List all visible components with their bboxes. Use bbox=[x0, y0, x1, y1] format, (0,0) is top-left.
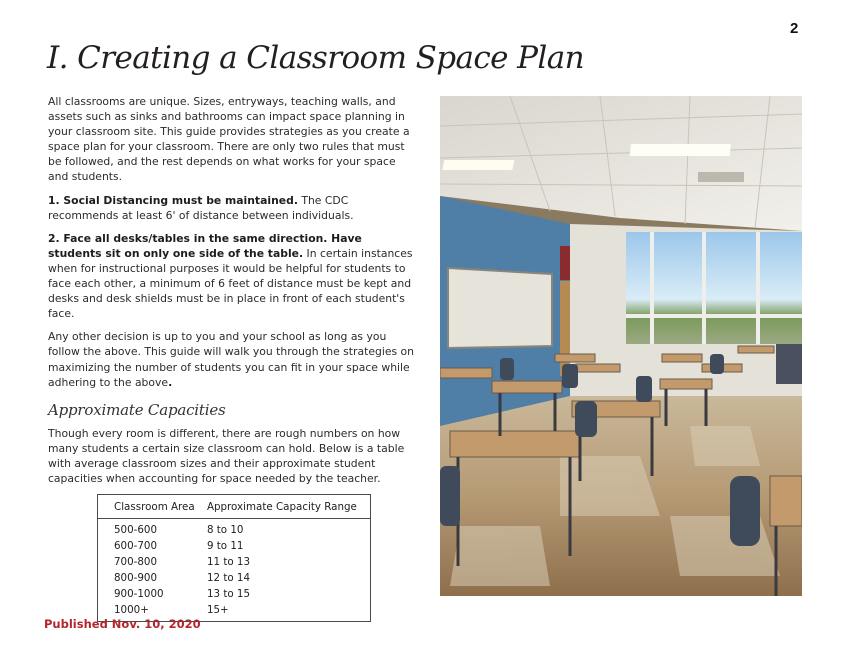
page-number: 2 bbox=[790, 20, 799, 37]
area-cell: 1000+ bbox=[114, 604, 149, 616]
closing-paragraph bbox=[48, 329, 416, 389]
table-header-row bbox=[98, 495, 371, 519]
area-cell: 500-600 bbox=[114, 524, 158, 536]
rule-1-text: The CDC recommends at least 6' of distance between individuals. bbox=[48, 193, 354, 222]
capacity-cell: 12 to 14 bbox=[206, 572, 251, 584]
table-row bbox=[98, 570, 371, 586]
table-row bbox=[98, 519, 371, 539]
column-header-area: Classroom Area bbox=[98, 495, 203, 519]
capacity-cell: 8 to 10 bbox=[206, 524, 244, 536]
area-cell: 800-900 bbox=[114, 572, 158, 584]
column-header-capacity: Approximate Capacity Range bbox=[203, 495, 371, 519]
rule-1-heading: 1. Social Distancing must be maintained. bbox=[48, 193, 298, 207]
published-date: Published Nov. 10, 2020 bbox=[44, 617, 201, 631]
area-cell: 700-800 bbox=[114, 556, 158, 568]
table-row bbox=[98, 538, 371, 554]
page-title: I. Creating a Classroom Space Plan bbox=[47, 40, 584, 76]
classroom-photo bbox=[440, 96, 802, 596]
capacity-cell: 15+ bbox=[206, 604, 229, 616]
capacity-table bbox=[97, 494, 371, 622]
area-cell: 600-700 bbox=[114, 540, 158, 552]
capacity-cell: 13 to 15 bbox=[206, 588, 251, 600]
table-row bbox=[98, 586, 371, 602]
capacities-paragraph: Though every room is different, there are rough numbers on how many students a certain size classroom can hold. Below is a table with average classroom sizes and their approximate student capacities when accounting for space needed by the teacher. bbox=[48, 426, 405, 486]
closing-text: Any other decision is up to you and your school as long as you follow the above. This guide will walk you through the strategies on maximizing the number of students you can fit in your space while adhering to the above bbox=[48, 330, 414, 389]
rule-2-paragraph bbox=[48, 231, 416, 322]
body-text bbox=[48, 94, 416, 494]
rule-2-text: In certain instances when for instructional purposes it would be helpful for students to face each other, a minimum of 6 feet of distance must be kept and desks and desk shields must be in place in front of each student's face. bbox=[48, 246, 413, 321]
table-row bbox=[98, 554, 371, 570]
intro-paragraph: All classrooms are unique. Sizes, entryways, teaching walls, and assets such as sinks and bathrooms can impact space planning in your classroom site. This guide provides strategies as you create a space plan for your classroom. There are only two rules that must be followed, and the rest depends on what works for your space and students. bbox=[48, 95, 410, 184]
section-subheading: Approximate Capacities bbox=[48, 400, 226, 419]
area-cell: 900-1000 bbox=[114, 588, 164, 600]
closing-period: . bbox=[168, 375, 173, 389]
capacity-cell: 9 to 11 bbox=[206, 540, 244, 552]
rule-1-paragraph bbox=[48, 193, 416, 223]
capacity-cell: 11 to 13 bbox=[206, 556, 251, 568]
rule-2-heading: 2. Face all desks/tables in the same direction. Have students sit on only one side of the table. bbox=[48, 231, 362, 260]
